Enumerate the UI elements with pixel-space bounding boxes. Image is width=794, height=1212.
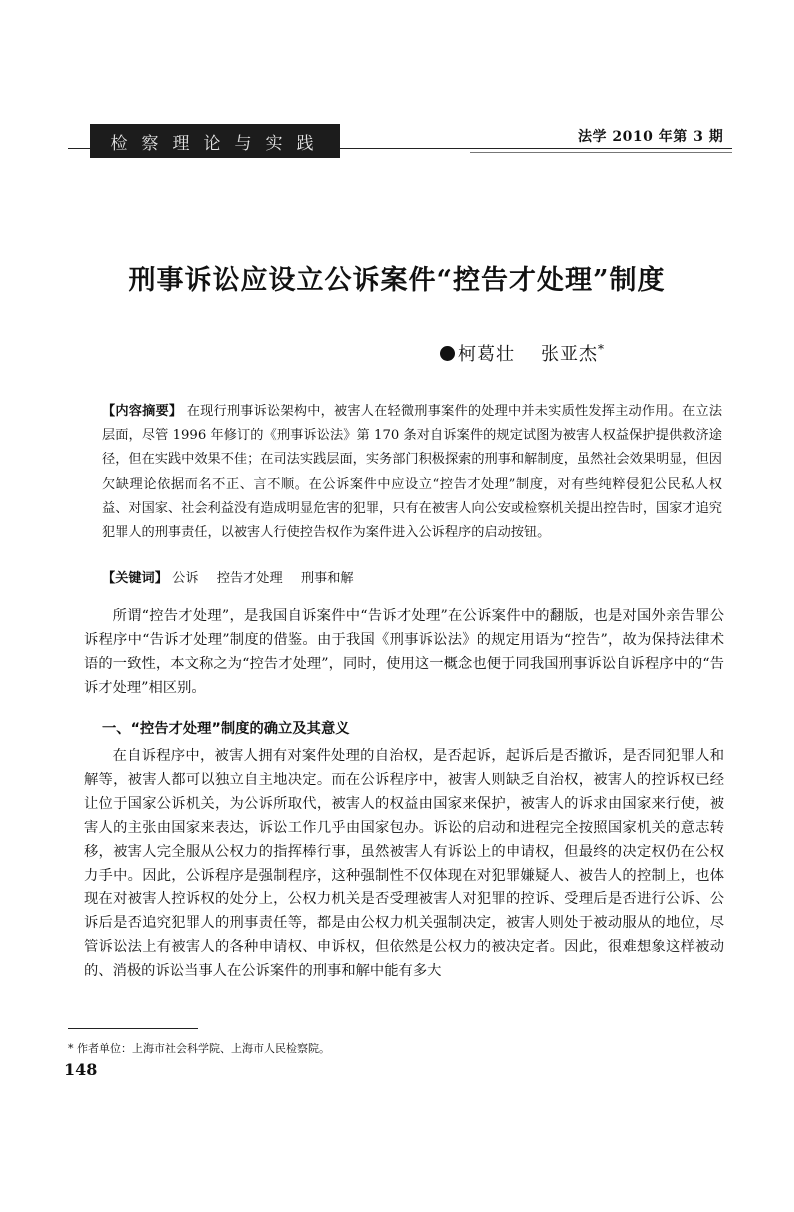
- footnote-text: 作者单位：上海市社会科学院、上海市人民检察院。: [77, 1042, 330, 1055]
- column-banner: 检察理论与实践: [90, 124, 340, 158]
- header-rule-secondary: [470, 152, 732, 153]
- author-line: [440, 340, 605, 366]
- keyword: 刑事和解: [300, 571, 354, 586]
- intro-paragraph: 所谓“控告才处理”，是我国自诉案件中“告诉才处理”在公诉案件中的翻版，也是对国外亲告罪公诉程序中“告诉才处理”制度的借鉴。由于我国《刑事诉讼法》的规定用语为“控告”，故为保持法律术语的一致性，本文称之为“控告才处理”，同时，使用这一概念也便于同我国刑事诉讼自诉程序中的“告诉才处理”相区别。: [84, 608, 724, 696]
- bullet-dot-icon: [440, 346, 455, 361]
- body-paragraph: 在自诉程序中，被害人拥有对案件处理的自治权，是否起诉，起诉后是否撤诉，是否同犯罪人和解等，被害人都可以独立自主地决定。而在公诉程序中，被害人则缺乏自治权，被害人的控诉权已经让位于国家公诉机关，为公诉所取代，被害人的权益由国家来保护，被害人的诉求由国家来行使，被害人的主张由国家来表达，诉讼工作几乎由国家包办。诉讼的启动和进程完全按照国家机关的意志转移，被害人完全服从公权力的指挥棒行事，虽然被害人有诉讼上的申请权，但最终的决定权仍在公权力手中。因此，公诉程序是强制程序，这种强制性不仅体现在对犯罪嫌疑人、被告人的控制上，也体现在对被害人控诉权的处分上，公权力机关是否受理被害人对犯罪的控诉、受理后是否进行公诉、公诉后是否追究犯罪人的刑事责任等，都是由公权力机关强制决定，被害人则处于被动服从的地位，尽管诉讼法上有被害人的各种申请权、申诉权，但依然是公权力的被决定者。因此，很难想象这样被动的、消极的诉讼当事人在公诉案件的刑事和解中能有多大: [84, 748, 724, 980]
- abstract-label: 【内容摘要】: [102, 404, 183, 419]
- author-1: 柯葛壮: [458, 344, 515, 365]
- page-number: 148: [64, 1060, 98, 1079]
- abstract-text: 在现行刑事诉讼架构中，被害人在轻微刑事案件的处理中并未实质性发挥主动作用。在立法层面，尽管 1996 年修订的《刑事诉讼法》第 170 条对自诉案件的规定试图为被害人权益保护提供救济途径，但在实践中效果不佳；在司法实践层面，实务部门积极探索的刑事和解制度，虽然社会效果明显，但因欠缺理论依据而名不正、言不顺。在公诉案件中应设立“控告才处理”制度，对有些纯粹侵犯公民私人权益、对国家、社会利益没有造成明显危害的犯罪，只有在被害人向公安或检察机关提出控告时，国家才追究犯罪人的刑事责任，以被害人行使控告权作为案件进入公诉程序的启动按钮。: [102, 404, 723, 541]
- abstract: [102, 400, 722, 545]
- keyword: 公诉: [172, 571, 199, 586]
- author-2: 张亚杰: [541, 344, 598, 365]
- journal-issue: 法学 2010 年第 3 期: [578, 129, 724, 145]
- footnote: [68, 1040, 330, 1056]
- footnote-rule: [68, 1028, 198, 1029]
- keyword: 控告才处理: [216, 571, 283, 586]
- section-heading: 一、“控告才处理”制度的确立及其意义: [102, 721, 350, 737]
- article-title: 刑事诉讼应设立公诉案件“控告才处理”制度: [128, 265, 666, 296]
- keywords: [102, 568, 722, 590]
- footnote-marker: *: [68, 1042, 74, 1055]
- keywords-label: 【关键词】: [102, 571, 168, 586]
- author-footnote-marker: *: [598, 342, 605, 356]
